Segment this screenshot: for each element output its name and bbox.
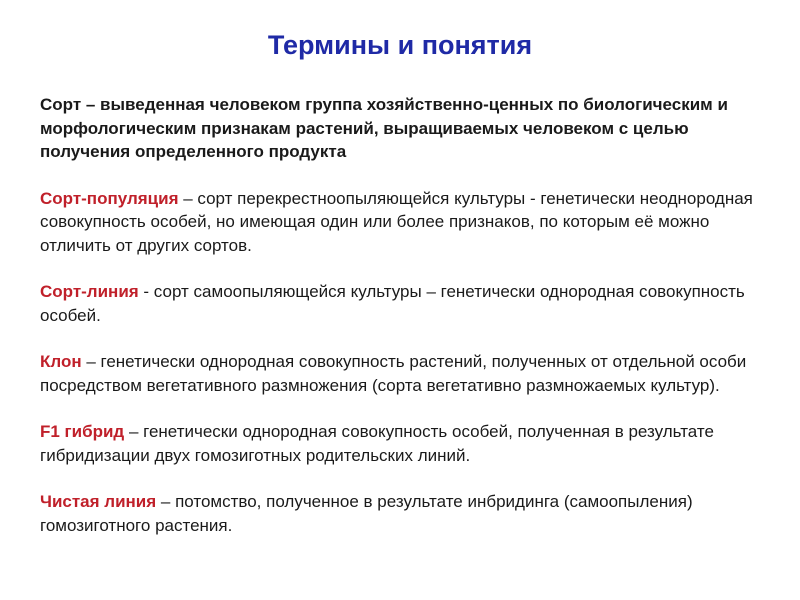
definition-term: F1 гибрид [40, 422, 125, 441]
definition-term: Сорт-линия [40, 282, 139, 301]
definition-sort-line [40, 280, 775, 327]
definition-term: Сорт-популяция [40, 188, 179, 208]
definition-clone [40, 350, 775, 397]
definition-text: – генетически однородная совокупность особей, полученная в результате гибридизации двух гомозиготных родительских линий. [40, 422, 714, 465]
intro-definition: Сорт – выведенная человеком группа хозяйственно-ценных по биологическим и морфологическим признакам растений, выращиваемых человеком с целью получения определенного продукта [40, 95, 728, 161]
definition-text: – генетически однородная совокупность растений, полученных от отдельной особи посредством вегетативного размножения (сорта вегетативно размножаемых культур). [40, 352, 747, 395]
slide-title: Термины и понятия [267, 30, 533, 60]
definition-sort-population [40, 187, 775, 258]
definition-term: Чистая линия [40, 492, 157, 511]
definition-text: – сорт перекрестноопыляющейся культуры - генетически неоднородная совокупность особей, но имеющая один или более признаков, по которым её можно отличить от других сортов. [40, 188, 753, 255]
definition-f1-hybrid [40, 420, 775, 467]
slide-content [40, 93, 775, 560]
definition-text: – потомство, полученное в результате инбридинга (самоопыления) гомозиготного растения. [40, 492, 693, 535]
definition-pure-line [40, 490, 775, 537]
definition-term: Клон [40, 352, 82, 371]
definition-text: - сорт самоопыляющейся культуры – генетически однородная совокупность особей. [40, 282, 745, 325]
